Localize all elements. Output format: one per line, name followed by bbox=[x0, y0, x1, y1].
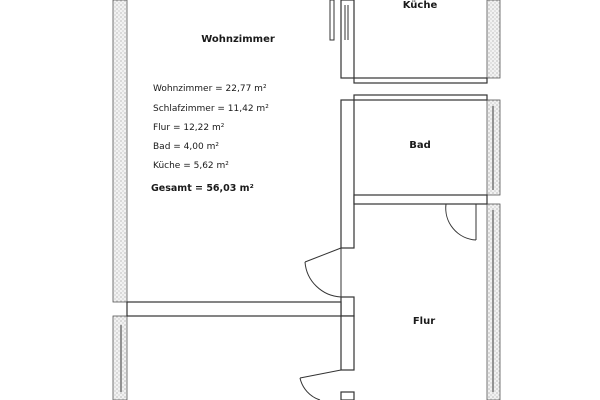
area-line: Bad = 4,00 m² bbox=[153, 142, 219, 152]
room-label-hall: Flur bbox=[412, 316, 436, 327]
wall-living-hall-lower bbox=[341, 297, 354, 316]
wall-left-upper bbox=[113, 0, 127, 302]
wall-right-upper bbox=[487, 0, 500, 78]
area-summary bbox=[151, 84, 269, 194]
area-line: Schlafzimmer = 11,42 m² bbox=[153, 104, 269, 114]
wall-kitchen-bath-2 bbox=[354, 95, 487, 100]
wall-kitchen-bath bbox=[354, 78, 487, 83]
area-line: Wohnzimmer = 22,77 m² bbox=[153, 84, 267, 94]
area-line: Flur = 12,22 m² bbox=[153, 123, 225, 133]
area-line: Küche = 5,62 m² bbox=[153, 161, 229, 171]
living-room-door bbox=[305, 248, 341, 297]
wall-left-lower bbox=[113, 316, 127, 400]
room-label-living: Wohnzimmer bbox=[201, 34, 275, 45]
room-label-kitchen: Küche bbox=[402, 0, 438, 11]
interior-walls bbox=[127, 0, 487, 400]
wall-living-bedroom bbox=[127, 302, 341, 316]
area-total: Gesamt = 56,03 m² bbox=[151, 183, 254, 194]
wall-bedroom-hall bbox=[341, 316, 354, 370]
bath-door bbox=[446, 204, 476, 240]
wall-bedroom-hall-bottom bbox=[341, 392, 354, 400]
wall-living-hall bbox=[341, 100, 354, 248]
room-label-bath: Bad bbox=[409, 140, 431, 151]
wall-bath-hall bbox=[354, 195, 487, 204]
kitchen-door bbox=[330, 0, 348, 40]
bedroom-door bbox=[300, 370, 341, 400]
